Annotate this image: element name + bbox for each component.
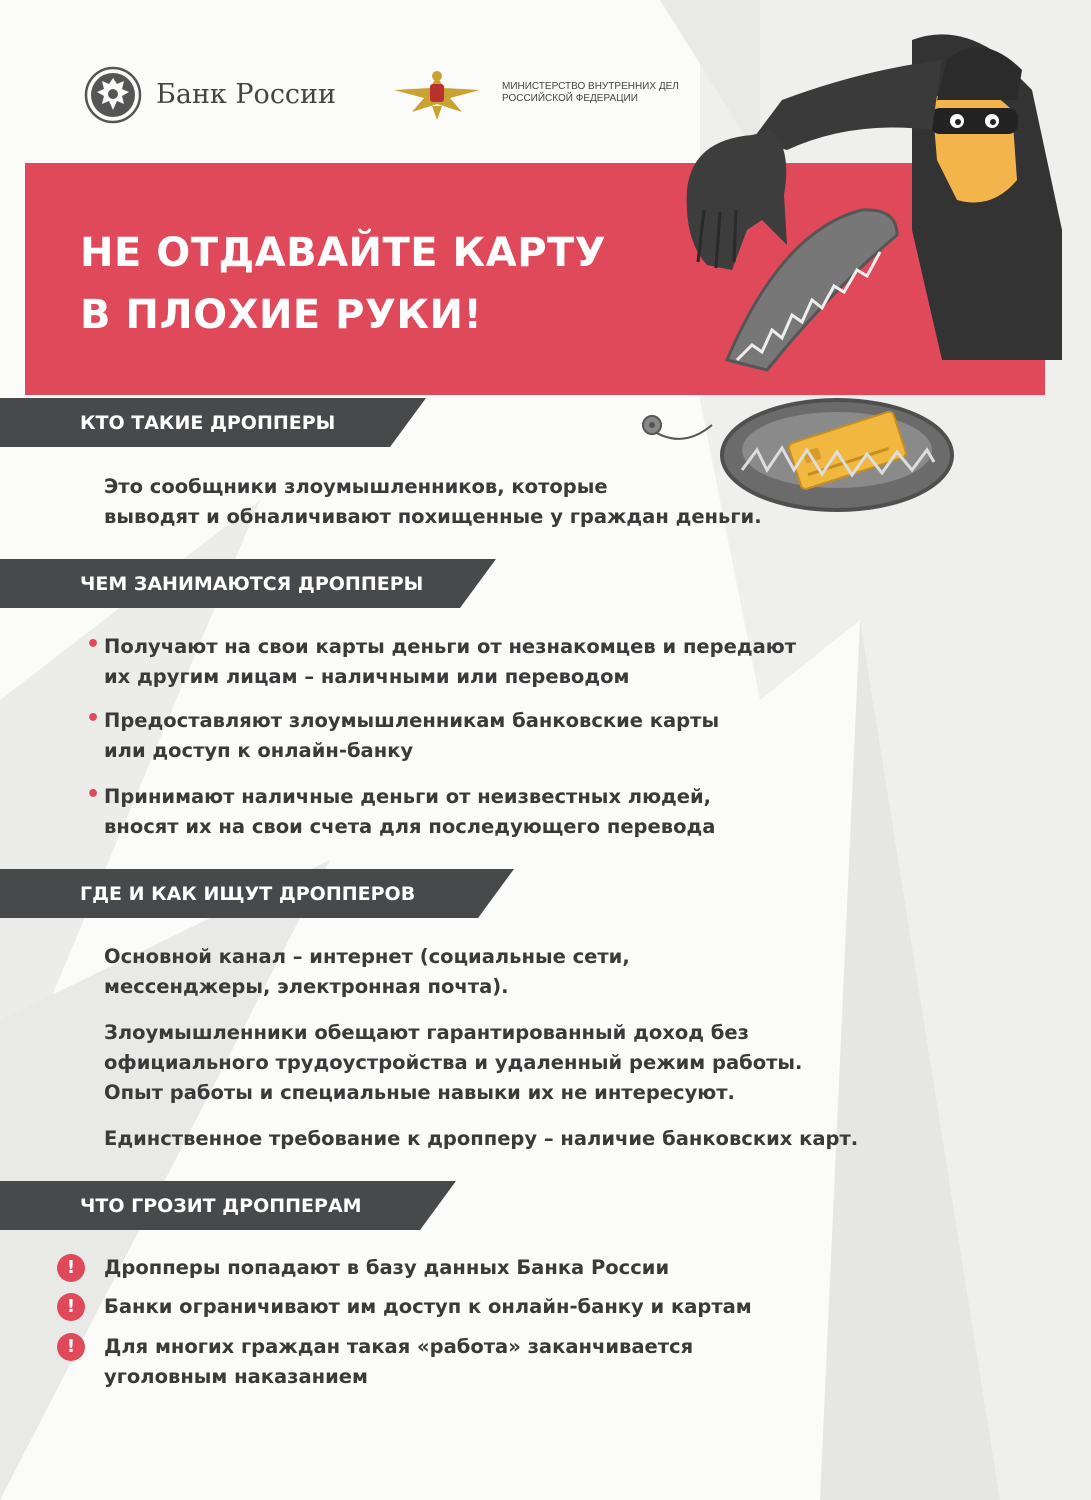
thief-with-trap-illustration <box>612 30 1062 530</box>
section-heading: ГДЕ И КАК ИЩУТ ДРОППЕРОВ <box>80 883 416 905</box>
exclamation-icon: ! <box>57 1254 85 1282</box>
title-line-1: НЕ ОТДАВАЙТЕ КАРТУ <box>80 230 607 276</box>
bullet-line: или доступ к онлайн-банку <box>104 739 414 762</box>
bullet-dot: • <box>86 782 101 807</box>
bullet-item <box>104 706 719 766</box>
warning-line: Банки ограничивают им доступ к онлайн-банку и картам <box>104 1295 752 1318</box>
bullet-item <box>104 632 796 692</box>
section-header-where-droppers-found <box>0 869 478 918</box>
section-header-tail <box>478 869 514 918</box>
section-header-tail <box>460 559 496 608</box>
section-1-paragraph <box>104 472 762 532</box>
bank-name: Банк России <box>156 79 337 110</box>
section-heading: КТО ТАКИЕ ДРОППЕРЫ <box>80 412 336 434</box>
section-3-paragraph <box>104 1018 802 1108</box>
warning-line: Для многих граждан такая «работа» заканчивается <box>104 1335 694 1358</box>
section-header-tail <box>390 398 426 447</box>
bullet-item <box>104 782 715 842</box>
paragraph-line: Злоумышленники обещают гарантированный доход без <box>104 1021 749 1044</box>
warning-item <box>104 1292 752 1322</box>
warning-line: Дропперы попадают в базу данных Банка России <box>104 1256 670 1279</box>
section-heading: ЧЕМ ЗАНИМАЮТСЯ ДРОППЕРЫ <box>80 573 424 595</box>
paragraph-line: Опыт работы и специальные навыки их не интересуют. <box>104 1081 735 1104</box>
section-header-consequences <box>0 1181 420 1230</box>
ministry-name-line-1: МИНИСТЕРСТВО ВНУТРЕННИХ ДЕЛ <box>502 81 679 92</box>
mvd-emblem-icon <box>392 68 482 122</box>
paragraph-line: мессенджеры, электронная почта). <box>104 975 509 998</box>
bullet-line: Предоставляют злоумышленникам банковские карты <box>104 709 720 732</box>
exclamation-icon: ! <box>57 1293 85 1321</box>
section-header-tail <box>420 1181 456 1230</box>
bullet-line: их другим лицам – наличными или переводом <box>104 665 630 688</box>
section-header-who-are-droppers <box>0 398 390 447</box>
section-3-paragraph <box>104 1124 858 1154</box>
bullet-dot: • <box>86 706 101 731</box>
paragraph-line: Единственное требование к дропперу – наличие банковских карт. <box>104 1127 859 1150</box>
ministry-name-line-2: РОССИЙСКОЙ ФЕДЕРАЦИИ <box>502 93 638 104</box>
warning-item <box>104 1332 693 1392</box>
paragraph-line: Основной канал – интернет (социальные сети, <box>104 945 630 968</box>
bullet-line: Принимают наличные деньги от неизвестных людей, <box>104 785 712 808</box>
paragraph-line: официального трудоустройства и удаленный режим работы. <box>104 1051 803 1074</box>
warning-item <box>104 1253 669 1283</box>
page-title <box>80 222 606 346</box>
bank-of-russia-emblem-icon <box>84 66 142 124</box>
bullet-line: Получают на свои карты деньги от незнакомцев и передают <box>104 635 796 658</box>
bullet-dot: • <box>86 632 101 657</box>
section-3-paragraph <box>104 942 630 1002</box>
bullet-line: вносят их на свои счета для последующего перевода <box>104 815 716 838</box>
paragraph-line: выводят и обналичивают похищенные у граждан деньги. <box>104 505 762 528</box>
warning-line: уголовным наказанием <box>104 1365 368 1388</box>
section-header-what-droppers-do <box>0 559 460 608</box>
section-heading: ЧТО ГРОЗИТ ДРОППЕРАМ <box>80 1195 362 1217</box>
paragraph-line: Это сообщники злоумышленников, которые <box>104 475 608 498</box>
title-line-2: В ПЛОХИЕ РУКИ! <box>80 292 483 338</box>
exclamation-icon: ! <box>57 1333 85 1361</box>
